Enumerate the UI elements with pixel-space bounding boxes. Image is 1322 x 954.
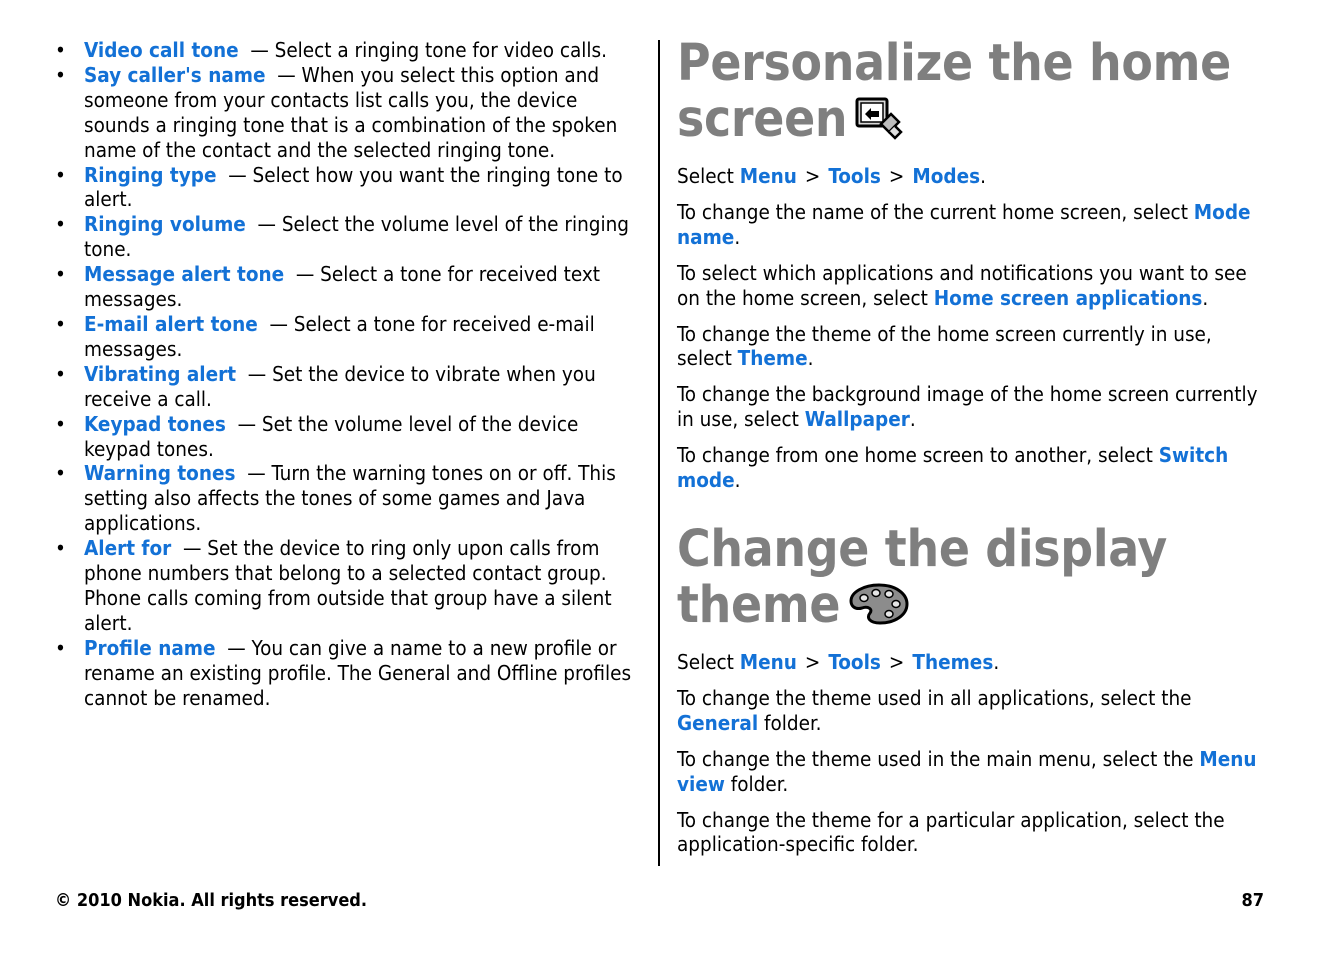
- path-modes-link[interactable]: Modes: [912, 164, 981, 188]
- option-desc: — You can give a name to a new profile or rename an existing profile. The General and Offline profiles cannot be renamed.: [84, 635, 632, 710]
- copyright: © 2010 Nokia. All rights reserved.: [55, 890, 368, 911]
- home-screen-applications-link[interactable]: Home screen applications: [933, 285, 1203, 310]
- option-term[interactable]: Message alert tone: [84, 262, 285, 287]
- section-personalize-home-screen: [677, 36, 1269, 493]
- option-desc: — When you select this option and someone from your contacts list calls you, the device sounds a ringing tone that is a combination of the spoken name of the contact and the selected ringing tone.: [84, 62, 618, 162]
- list-item: [55, 163, 647, 213]
- option-desc: — Select how you want the ringing tone to alert.: [84, 162, 623, 212]
- profile-options-list: [55, 38, 647, 710]
- option-term[interactable]: Alert for: [84, 536, 172, 561]
- paragraph: To change from one home screen to another, select Switch mode.: [677, 443, 1229, 493]
- path-tools-link[interactable]: Tools: [828, 164, 881, 188]
- home-screen-personalize-icon: [855, 96, 905, 152]
- path-themes-link[interactable]: Themes: [912, 649, 994, 674]
- option-desc: — Turn the warning tones on or off. This setting also affects the tones of some games and Java applications.: [84, 461, 616, 536]
- option-desc: — Set the device to ring only upon calls from phone numbers that belong to a selected contact group. Phone calls coming from outside that group have a silent alert.: [84, 536, 612, 635]
- mode-name-link[interactable]: Mode name: [677, 199, 1251, 249]
- theme-link[interactable]: Theme: [737, 346, 808, 371]
- wallpaper-link[interactable]: Wallpaper: [804, 407, 910, 432]
- option-term[interactable]: Profile name: [84, 635, 216, 660]
- list-item: [55, 362, 647, 412]
- page-number: 87: [1241, 890, 1264, 911]
- page-footer: [55, 890, 1264, 911]
- menu-path: Select Menu > Tools > Modes.: [677, 164, 986, 188]
- column-divider: [658, 40, 660, 866]
- right-column: [677, 36, 1269, 868]
- paragraph: To change the theme used in the main menu, select the Menu view folder.: [677, 746, 1257, 796]
- palette-icon: [848, 582, 910, 638]
- option-term[interactable]: Keypad tones: [84, 411, 226, 436]
- list-item: [55, 636, 647, 711]
- paragraph: To select which applications and notifications you want to see on the home screen, select Home screen applications.: [677, 260, 1247, 310]
- option-term[interactable]: Say caller's name: [84, 62, 266, 87]
- menu-view-link[interactable]: Menu view: [677, 746, 1257, 796]
- option-desc: — Set the device to vibrate when you receive a call.: [84, 361, 596, 411]
- left-column: [55, 38, 647, 710]
- path-menu-link[interactable]: Menu: [739, 164, 797, 188]
- list-item: [55, 262, 647, 312]
- option-desc: — Select a tone for received text messages.: [84, 262, 600, 312]
- list-item: [55, 212, 647, 262]
- switch-mode-link[interactable]: Switch mode: [677, 443, 1229, 493]
- option-desc: — Set the volume level of the device keypad tones.: [84, 411, 579, 461]
- paragraph: To change the background image of the home screen currently in use, select Wallpaper.: [677, 382, 1258, 432]
- option-desc: — Select the volume level of the ringing tone.: [84, 212, 630, 262]
- list-item: [55, 536, 647, 636]
- paragraph: To change the theme of the home screen currently in use, select Theme.: [677, 321, 1212, 371]
- option-term[interactable]: Warning tones: [84, 461, 236, 486]
- paragraph: To change the name of the current home screen, select Mode name.: [677, 199, 1251, 249]
- list-item: [55, 461, 647, 536]
- paragraph: To change the theme used in all applications, select the General folder.: [677, 685, 1192, 735]
- option-term[interactable]: E-mail alert tone: [84, 311, 258, 336]
- option-term[interactable]: Video call tone: [84, 38, 239, 62]
- option-desc: — Select a tone for received e-mail messages.: [84, 311, 595, 361]
- option-desc: — Select a ringing tone for video calls.: [250, 38, 608, 62]
- path-tools-link[interactable]: Tools: [828, 649, 881, 674]
- section-title: Personalize the home screen: [677, 36, 1269, 152]
- list-item: [55, 312, 647, 362]
- option-term[interactable]: Ringing type: [84, 162, 217, 187]
- option-term[interactable]: Ringing volume: [84, 212, 246, 237]
- list-item: [55, 412, 647, 462]
- menu-path: Select Menu > Tools > Themes.: [677, 649, 1000, 674]
- section-title: Change the display theme: [677, 522, 1269, 638]
- path-menu-link[interactable]: Menu: [739, 649, 797, 674]
- list-item: [55, 38, 647, 63]
- option-term[interactable]: Vibrating alert: [84, 361, 237, 386]
- general-link[interactable]: General: [677, 710, 759, 735]
- section-change-display-theme: [677, 519, 1269, 857]
- paragraph: To change the theme for a particular application, select the application-specific folder.: [677, 807, 1225, 857]
- list-item: [55, 63, 647, 163]
